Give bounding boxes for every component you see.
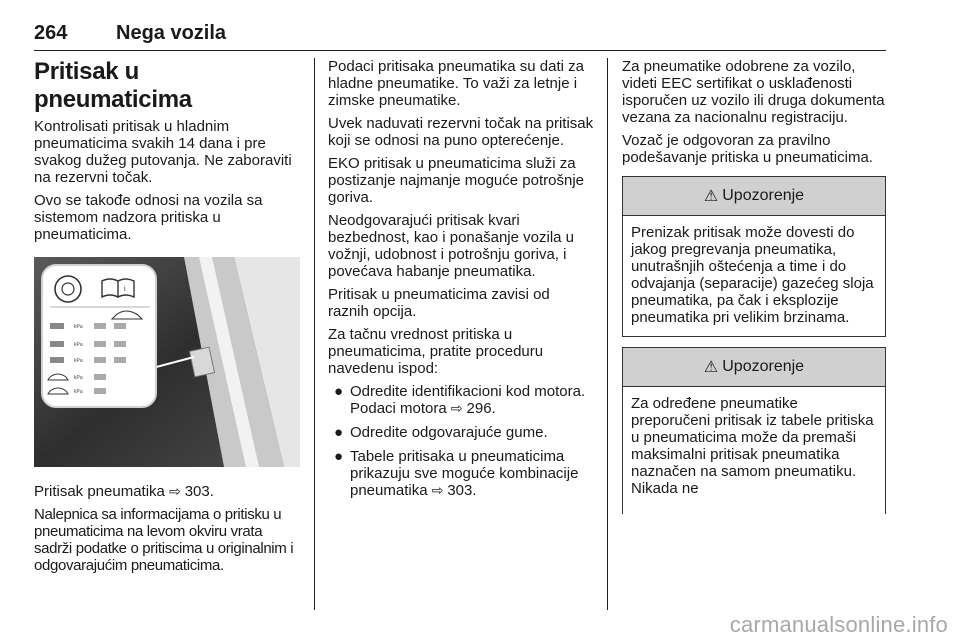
tire-pressure-label-photo: [34, 257, 300, 467]
paragraph: Pritisak pneumatika ⇨ 303.: [34, 483, 214, 500]
column-2: [328, 58, 594, 506]
watermark: carmanualsonline.info: [729, 612, 948, 637]
paragraph: Kontrolisati pritisak u hladnim pneumaticima svakih 14 dana i pre svakog dužeg putovanja. Ne zaboraviti na rezervni točak.: [34, 118, 292, 186]
list-item: ● Odredite identifikacioni kod motora. Podaci motora ⇨ 296.: [334, 383, 586, 417]
paragraph: Za tačnu vrednost pritiska u pneumaticima, pratite proceduru navedenu ispod:: [328, 326, 544, 377]
procedure-list: [328, 383, 594, 499]
paragraph: Vozač je odgovoran za pravilno podešavanje pritiska u pneumaticima.: [622, 132, 873, 166]
column-1: [34, 58, 300, 580]
paragraph: Nalepnica sa informacijama o pritisku u pneumaticima na levom okviru vrata sadrži podatke o pritiscima u originalnim i odgovarajućim pneumaticima.: [34, 506, 294, 574]
warning-triangle-icon: ⚠: [703, 359, 719, 376]
warning-title: Upozorenje: [722, 187, 805, 204]
column-3: [622, 58, 886, 524]
page-reference-icon: ⇨: [431, 482, 448, 498]
warning-body: [623, 387, 885, 507]
paragraph: Podaci pritisaka pneumatika su dati za hladne pneumatike. To važi za letnje i zimske pneumatike.: [328, 58, 584, 109]
page-reference[interactable]: 303.: [447, 482, 477, 499]
warning-body: [623, 216, 885, 336]
paragraph: EKO pritisak u pneumaticima služi za postizanje najmanje moguće potrošnje goriva.: [328, 155, 584, 206]
kpa-unit-label: kPa: [74, 375, 83, 381]
list-item: ● Odredite odgovarajuće gume.: [334, 424, 548, 441]
page-number: 264: [34, 22, 68, 44]
warning-text: Prenizak pritisak može dovesti do jakog pregrevanja pneumatika, unutrašnjih oštećenja a time i do odvajanja (separacije) gazećeg sloja pneumatika, pa čak i eksplozije pneumatika pri velikim brzinama.: [631, 224, 874, 326]
bullet-icon: ●: [334, 448, 344, 465]
warning-header: [623, 177, 885, 216]
bullet-icon: ●: [334, 424, 344, 441]
page-reference-icon: ⇨: [169, 483, 185, 499]
warning-box: [622, 347, 886, 514]
door-frame-illustration: [34, 257, 300, 467]
warning-triangle-icon: ⚠: [703, 188, 719, 205]
page-reference[interactable]: 296.: [466, 400, 496, 417]
svg-text:i: i: [124, 286, 126, 293]
kpa-unit-label: kPa: [74, 324, 83, 330]
section-title: Pritisak u pneumaticima: [34, 58, 192, 113]
warning-box: [622, 176, 886, 337]
paragraph: Pritisak u pneumaticima zavisi od raznih opcija.: [328, 286, 550, 320]
warning-text: Za određene pneumatike preporučeni pritisak iz tabele pritiska u pneumaticima može da premaši maksimalni pritisak pneumatika naznačen na samom pneumatiku. Nikada ne: [631, 395, 874, 497]
paragraph: Neodgovarajući pritisak kvari bezbednost, kao i ponašanje vozila u vožnji, udobnost i potrošnju goriva, i povećava habanje pneumatika.: [328, 212, 575, 280]
paragraph: Uvek naduvati rezervni točak na pritisak koji se odnosi na puno opterećenje.: [328, 115, 594, 149]
page-header: [34, 22, 886, 51]
bullet-icon: ●: [334, 383, 344, 400]
paragraph: Ovo se takođe odnosi na vozila sa sistemom nadzora pritiska u pneumaticima.: [34, 192, 263, 243]
column-divider-2: [607, 58, 608, 610]
page-reference-icon: ⇨: [450, 400, 467, 416]
kpa-unit-label: kPa: [74, 389, 83, 395]
chapter-title: Nega vozila: [116, 22, 227, 44]
warning-title: Upozorenje: [722, 358, 805, 375]
page-reference[interactable]: 303.: [184, 483, 214, 500]
kpa-unit-label: kPa: [74, 342, 83, 348]
paragraph: Za pneumatike odobrene za vozilo, videti EEC sertifikat o usklađenosti isporučen uz vozilo ili druga dokumenta vezana za nacionalnu registraciju.: [622, 58, 885, 126]
kpa-unit-label: kPa: [74, 358, 83, 364]
column-divider-1: [314, 58, 315, 610]
warning-header: [623, 348, 885, 387]
list-item: ● Tabele pritisaka u pneumaticima prikazuju sve moguće kombinacije pneumatika ⇨ 303.: [334, 448, 579, 499]
